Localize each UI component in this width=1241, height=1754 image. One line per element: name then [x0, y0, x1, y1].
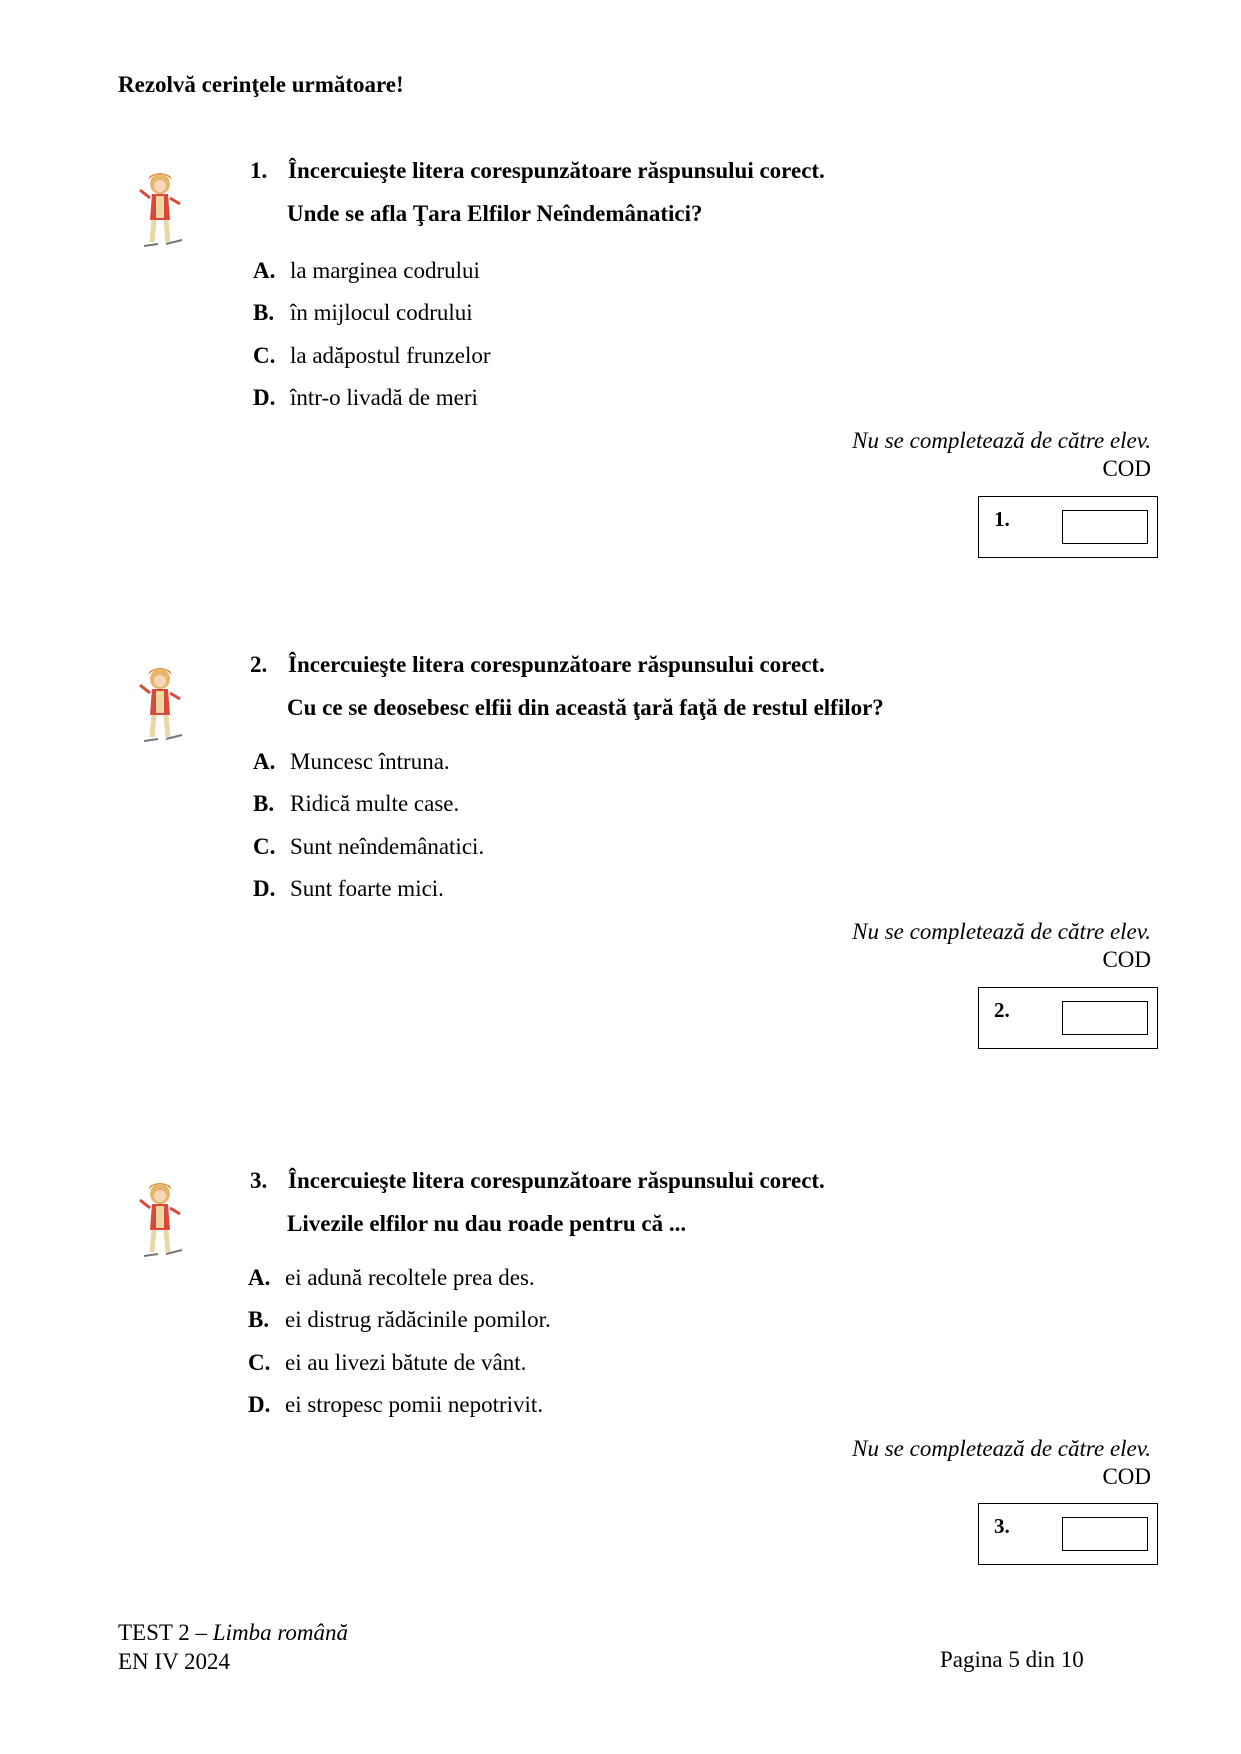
code-box — [978, 987, 1158, 1049]
question-2-text: Cu ce se deosebesc elfii din această ţară faţă de restul elfilor? — [287, 695, 884, 720]
option-text: ei au livezi bătute de vânt. — [285, 1350, 527, 1375]
cod-label: COD — [1102, 947, 1151, 972]
option-c[interactable] — [253, 343, 491, 369]
grader-note — [731, 428, 1151, 482]
elf-illustration-icon — [130, 168, 194, 256]
note-text: Nu se completează de către elev. — [852, 428, 1151, 453]
option-d[interactable] — [248, 1392, 543, 1418]
question-1-heading — [250, 158, 825, 184]
footer-subject: Limba română — [212, 1620, 349, 1645]
question-3-heading — [250, 1168, 825, 1194]
option-letter: C. — [253, 834, 276, 859]
option-b[interactable] — [253, 300, 473, 326]
code-box-label: 1. — [994, 507, 1010, 531]
code-box — [978, 1503, 1158, 1565]
grader-note — [731, 919, 1151, 973]
cod-label: COD — [1102, 1464, 1151, 1489]
question-number: 1. — [250, 158, 268, 183]
elf-illustration-icon — [130, 663, 194, 751]
code-field[interactable] — [1062, 1001, 1148, 1035]
option-b[interactable] — [253, 791, 459, 817]
option-text: Muncesc întruna. — [290, 749, 450, 774]
footer-test-line — [118, 1618, 348, 1647]
footer-test-info — [118, 1618, 348, 1676]
option-letter: B. — [248, 1307, 270, 1332]
question-1-text: Unde se afla Ţara Elfilor Neîndemânatici? — [287, 201, 703, 226]
code-box-label: 3. — [994, 1514, 1010, 1538]
option-text: ei stropesc pomii nepotrivit. — [285, 1392, 544, 1417]
option-text: ei adună recoltele prea des. — [285, 1265, 535, 1290]
option-text: ei distrug rădăcinile pomilor. — [285, 1307, 551, 1332]
footer-test-prefix: TEST 2 – — [118, 1620, 213, 1645]
option-letter: C. — [248, 1350, 271, 1375]
elf-illustration-icon — [130, 1178, 194, 1266]
footer-exam: EN IV 2024 — [118, 1649, 231, 1674]
option-c[interactable] — [253, 834, 484, 860]
option-text: la marginea codrului — [290, 258, 480, 283]
question-prompt: Încercuieşte litera corespunzătoare răspunsului corect. — [288, 652, 825, 677]
option-letter: D. — [253, 876, 276, 901]
question-number: 3. — [250, 1168, 268, 1193]
question-3-text: Livezile elfilor nu dau roade pentru că ... — [287, 1211, 687, 1236]
cod-label: COD — [1102, 456, 1151, 481]
note-text: Nu se completează de către elev. — [852, 1436, 1151, 1461]
code-box — [978, 496, 1158, 558]
code-field[interactable] — [1062, 510, 1148, 544]
question-2-heading — [250, 652, 825, 678]
option-text: Sunt neîndemânatici. — [290, 834, 485, 859]
option-letter: A. — [253, 258, 276, 283]
code-field[interactable] — [1062, 1517, 1148, 1551]
option-letter: B. — [253, 300, 275, 325]
question-number: 2. — [250, 652, 268, 677]
option-text: într-o livadă de meri — [290, 385, 478, 410]
question-prompt: Încercuieşte litera corespunzătoare răspunsului corect. — [288, 1168, 825, 1193]
option-text: Sunt foarte mici. — [290, 876, 444, 901]
option-a[interactable] — [253, 258, 480, 284]
option-c[interactable] — [248, 1350, 526, 1376]
option-letter: B. — [253, 791, 275, 816]
note-text: Nu se completează de către elev. — [852, 919, 1151, 944]
option-letter: C. — [253, 343, 276, 368]
option-a[interactable] — [253, 749, 450, 775]
instruction: Rezolvă cerinţele următoare! — [118, 72, 404, 97]
code-box-label: 2. — [994, 998, 1010, 1022]
option-text: în mijlocul codrului — [290, 300, 473, 325]
option-letter: A. — [248, 1265, 271, 1290]
page-number: Pagina 5 din 10 — [940, 1647, 1084, 1672]
option-d[interactable] — [253, 876, 444, 902]
option-a[interactable] — [248, 1265, 535, 1291]
option-letter: D. — [253, 385, 276, 410]
grader-note — [731, 1436, 1151, 1490]
option-letter: A. — [253, 749, 276, 774]
option-d[interactable] — [253, 385, 478, 411]
option-text: la adăpostul frunzelor — [290, 343, 491, 368]
question-prompt: Încercuieşte litera corespunzătoare răspunsului corect. — [288, 158, 825, 183]
option-text: Ridică multe case. — [290, 791, 460, 816]
option-letter: D. — [248, 1392, 271, 1417]
option-b[interactable] — [248, 1307, 551, 1333]
